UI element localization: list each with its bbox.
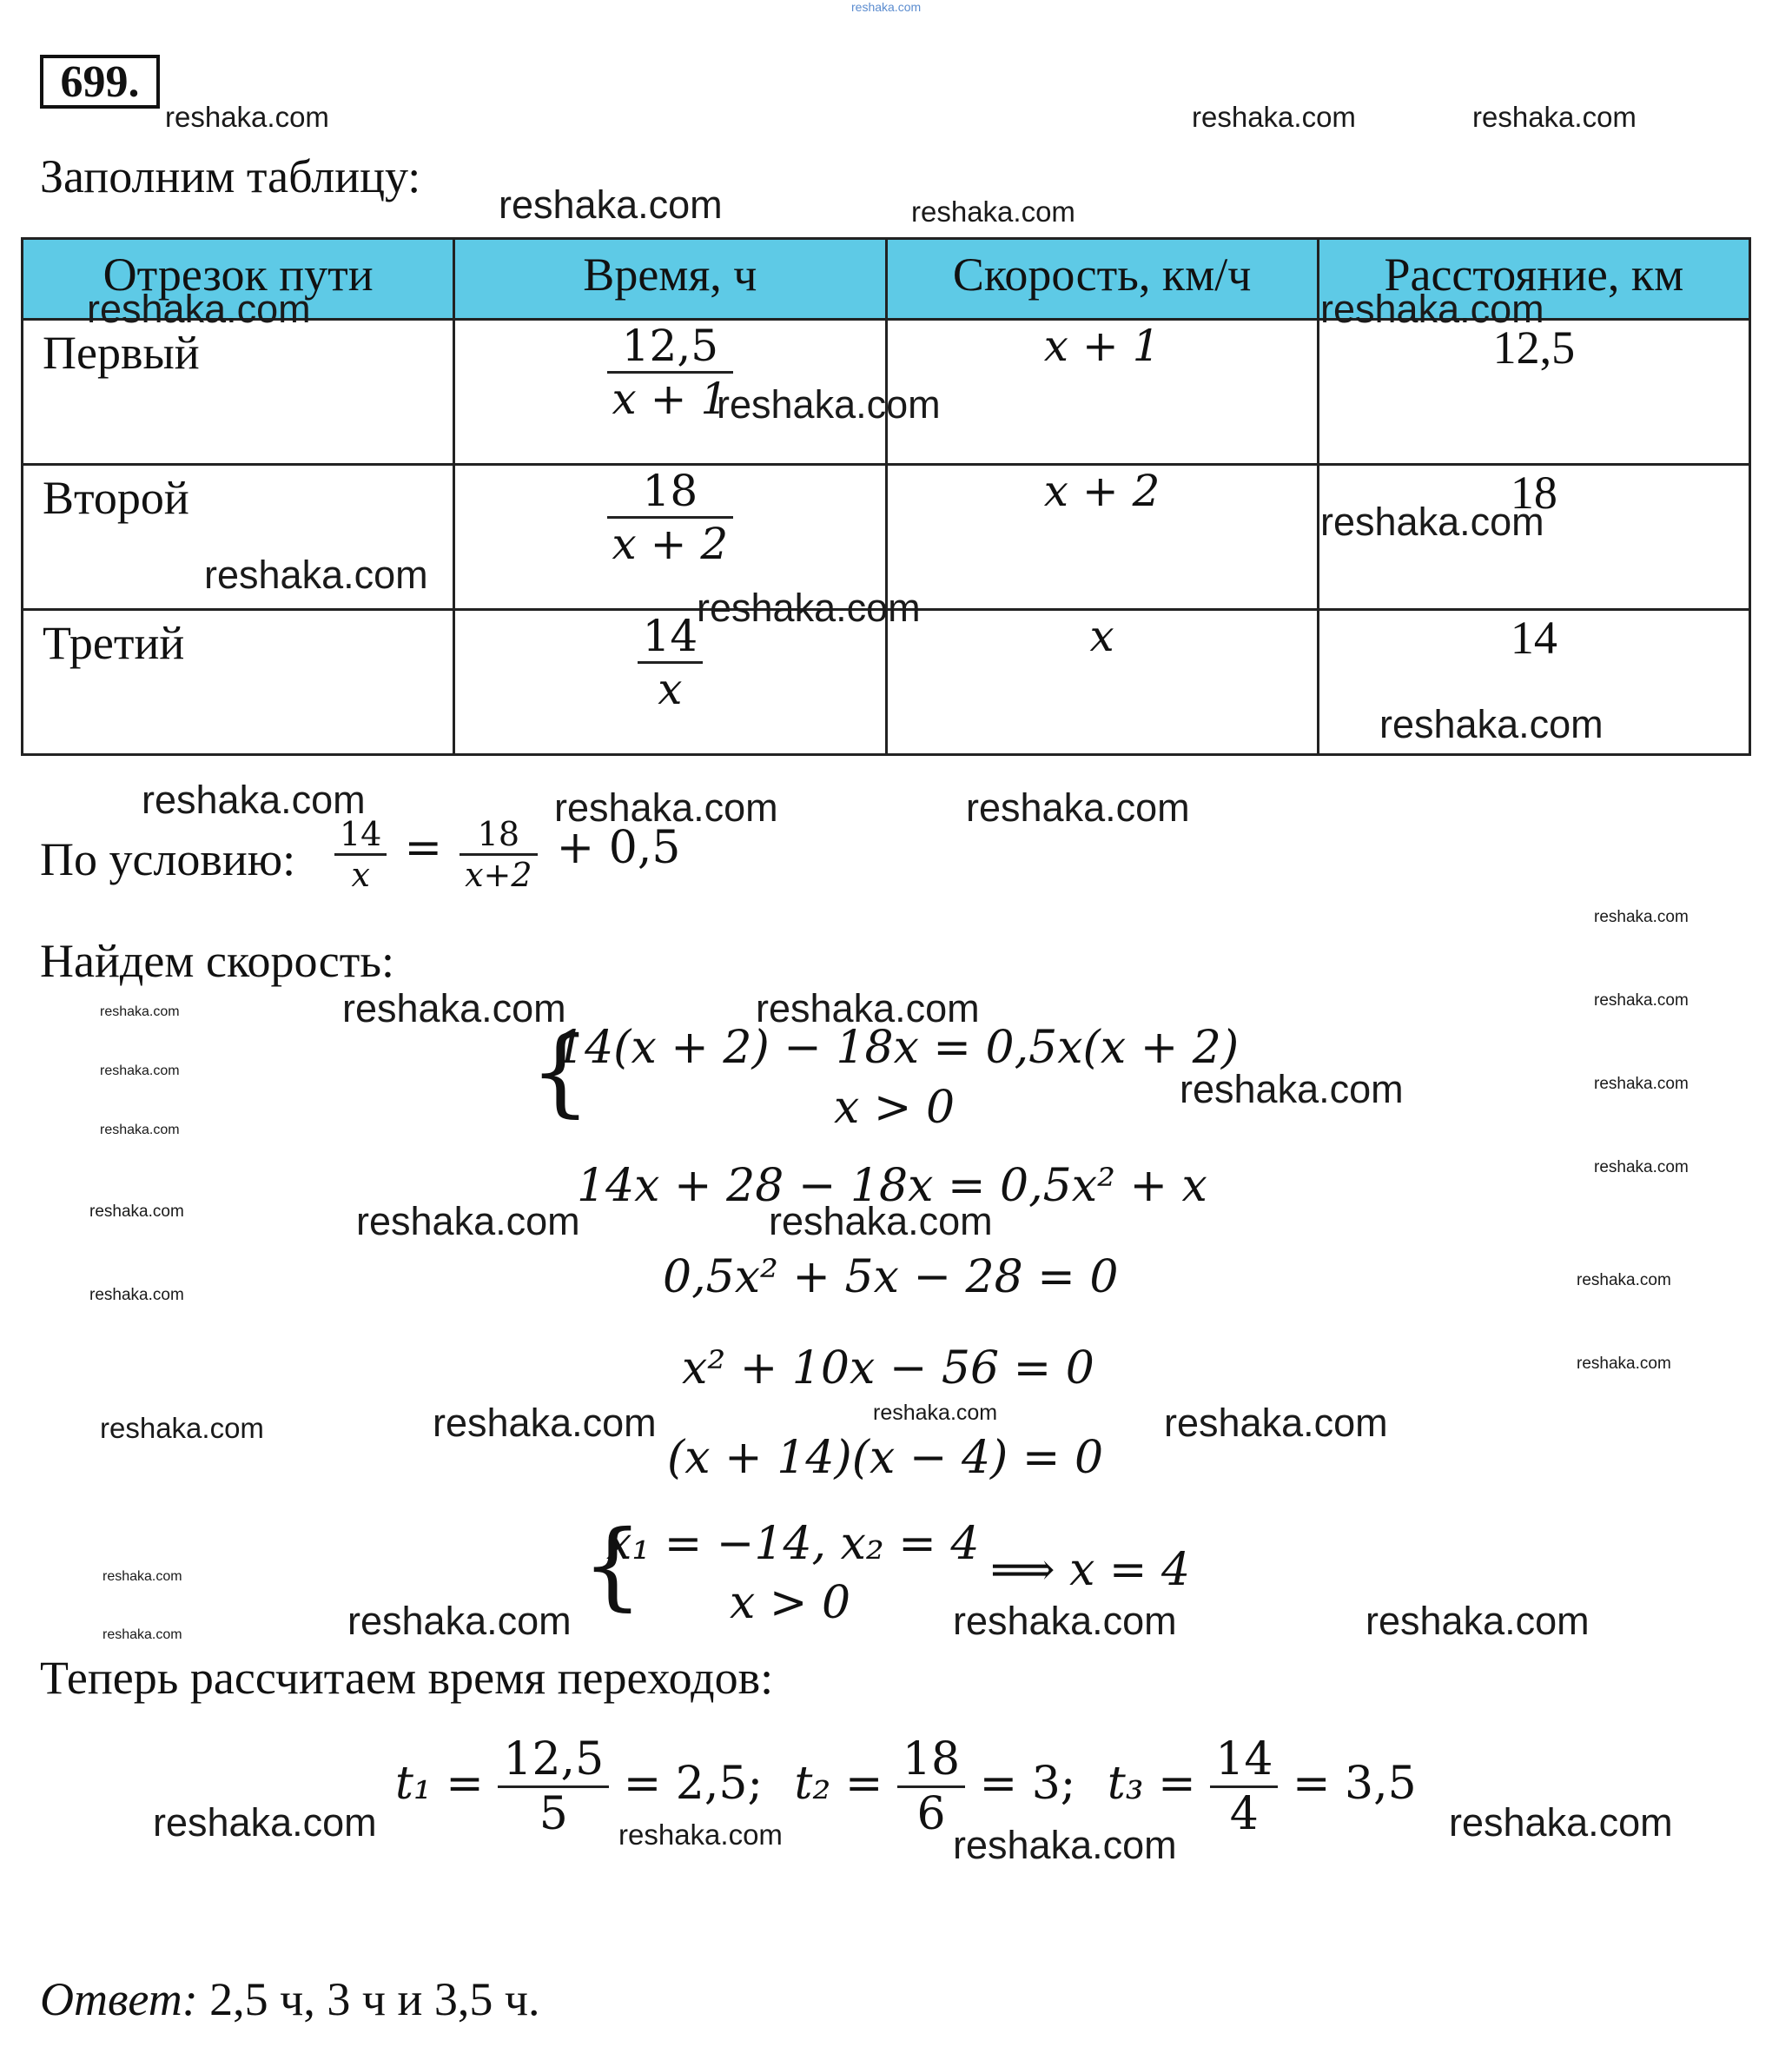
speed-cell: x + 2: [886, 465, 1318, 610]
speed-cell: x: [886, 610, 1318, 755]
step-equation: 0,5x² + 5x − 28 = 0: [663, 1251, 1119, 1303]
time-fraction: [498, 1733, 609, 1840]
answer: [40, 1972, 540, 2026]
watermark: reshaka.com: [142, 778, 366, 822]
watermark: reshaka.com: [347, 1599, 572, 1643]
time-lhs: t₂ =: [794, 1758, 883, 1810]
fraction-denominator: x: [334, 853, 387, 894]
watermark: reshaka.com: [499, 182, 723, 227]
time-fraction: [638, 611, 704, 714]
watermark: reshaka.com: [89, 1202, 184, 1221]
system2-result: ⟹ x = 4: [990, 1544, 1191, 1596]
fraction-denominator: x + 2: [607, 516, 734, 569]
watermark: reshaka.com: [756, 986, 980, 1030]
fraction-denominator: 5: [498, 1785, 609, 1840]
watermark: reshaka.com: [697, 586, 921, 630]
watermark: reshaka.com: [102, 1569, 182, 1584]
distance-cell: 12,5: [1318, 320, 1749, 465]
watermark: reshaka.com: [1379, 702, 1604, 746]
condition-label: По условию:: [40, 833, 296, 885]
watermark: reshaka.com: [89, 1286, 184, 1304]
watermark: reshaka.com: [1594, 1158, 1689, 1176]
system1-line1: 14(x + 2) − 18x = 0,5x(x + 2): [556, 1022, 1240, 1074]
fraction-denominator: x: [638, 661, 704, 714]
watermark: reshaka.com: [100, 1063, 180, 1078]
compute-times-text: Теперь рассчитаем время переходов:: [40, 1652, 774, 1704]
watermark: reshaka.com: [102, 1627, 182, 1642]
watermark: reshaka.com: [1594, 908, 1689, 926]
time-cell: [454, 610, 886, 755]
time-result: = 2,5;: [623, 1758, 764, 1810]
answer-label: Ответ:: [40, 1973, 198, 2025]
watermark: reshaka.com: [618, 1818, 783, 1851]
watermark: reshaka.com: [1449, 1800, 1673, 1845]
column-header: Скорость, км/ч: [886, 239, 1318, 320]
segment-cell: Второй: [23, 465, 454, 610]
answer-text: 2,5 ч, 3 ч и 3,5 ч.: [197, 1973, 540, 2025]
times-equation: [395, 1733, 1417, 1840]
watermark-top: reshaka.com: [851, 0, 922, 14]
fraction-numerator: 12,5: [503, 1733, 605, 1785]
fraction-numerator: 18: [477, 815, 520, 853]
watermark: reshaka.com: [1180, 1067, 1404, 1111]
time-result: = 3;: [979, 1758, 1076, 1810]
watermark: reshaka.com: [165, 101, 329, 133]
distance-cell: 18: [1318, 465, 1749, 610]
system1-line2: x > 0: [834, 1082, 956, 1134]
watermark: reshaka.com: [554, 785, 778, 830]
watermark: reshaka.com: [1320, 287, 1544, 331]
fraction-numerator: 18: [642, 466, 698, 516]
watermark: reshaka.com: [100, 1412, 264, 1444]
fraction-denominator: 6: [897, 1785, 965, 1840]
watermark: reshaka.com: [953, 1599, 1177, 1643]
watermark: reshaka.com: [1577, 1355, 1671, 1373]
lhs-fraction: [334, 815, 387, 894]
step-equation: 14x + 28 − 18x = 0,5x² + x: [577, 1160, 1207, 1212]
condition-equation: [334, 815, 680, 894]
watermark: reshaka.com: [153, 1800, 377, 1845]
watermark: reshaka.com: [204, 553, 428, 597]
fraction-denominator: 4: [1210, 1785, 1278, 1840]
watermark: reshaka.com: [873, 1401, 998, 1425]
step-equation: x² + 10x − 56 = 0: [682, 1342, 1094, 1394]
watermark: reshaka.com: [953, 1823, 1177, 1867]
equals-sign: =: [404, 822, 443, 874]
problem-number: 699.: [40, 55, 160, 109]
column-header: Отрезок пути: [23, 239, 454, 320]
system-brace: {: [530, 1016, 591, 1127]
watermark: reshaka.com: [433, 1401, 657, 1445]
watermark: reshaka.com: [1320, 500, 1544, 544]
watermark: reshaka.com: [356, 1199, 580, 1243]
watermark: reshaka.com: [1192, 101, 1356, 133]
intro-text: Заполним таблицу:: [40, 150, 421, 202]
watermark: reshaka.com: [100, 1004, 180, 1019]
fraction-denominator: x + 1: [607, 371, 734, 424]
time-lhs: t₃ =: [1107, 1758, 1196, 1810]
watermark: reshaka.com: [1365, 1599, 1590, 1643]
rhs-tail: + 0,5: [556, 822, 681, 874]
speed-cell: x + 1: [886, 320, 1318, 465]
watermark: reshaka.com: [966, 785, 1190, 830]
watermark: reshaka.com: [717, 382, 941, 427]
watermark: reshaka.com: [1594, 991, 1689, 1010]
time-fraction: [607, 466, 734, 569]
fraction-denominator: x+2: [460, 853, 537, 894]
system-brace: {: [582, 1509, 643, 1620]
fraction-numerator: 14: [340, 815, 382, 853]
time-lhs: t₁ =: [395, 1758, 484, 1810]
time-result: = 3,5: [1292, 1758, 1417, 1810]
fraction-numerator: 18: [902, 1733, 961, 1785]
segment-cell: Третий: [23, 610, 454, 755]
fraction-numerator: 12,5: [621, 321, 719, 371]
watermark: reshaka.com: [87, 287, 311, 331]
column-header: Время, ч: [454, 239, 886, 320]
watermark: reshaka.com: [911, 195, 1075, 228]
distance-cell: 14: [1318, 610, 1749, 755]
watermark: reshaka.com: [1164, 1401, 1388, 1445]
find-speed-text: Найдем скорость:: [40, 935, 394, 987]
segment-cell: Первый: [23, 320, 454, 465]
time-fraction: [607, 321, 734, 424]
fraction-numerator: 14: [642, 611, 698, 661]
watermark: reshaka.com: [1594, 1075, 1689, 1093]
fraction-numerator: 14: [1215, 1733, 1273, 1785]
rhs-fraction: [460, 815, 537, 894]
watermark: reshaka.com: [1577, 1271, 1671, 1289]
watermark: reshaka.com: [342, 986, 566, 1030]
system2-line1: x₁ = −14, x₂ = 4: [606, 1518, 980, 1570]
watermark: reshaka.com: [100, 1123, 180, 1137]
time-fraction: [1210, 1733, 1278, 1840]
column-header: Расстояние, км: [1318, 239, 1749, 320]
watermark: reshaka.com: [1472, 101, 1637, 133]
step-equation: (x + 14)(x − 4) = 0: [667, 1432, 1104, 1484]
watermark: reshaka.com: [769, 1199, 993, 1243]
system2-line2: x > 0: [730, 1577, 851, 1629]
